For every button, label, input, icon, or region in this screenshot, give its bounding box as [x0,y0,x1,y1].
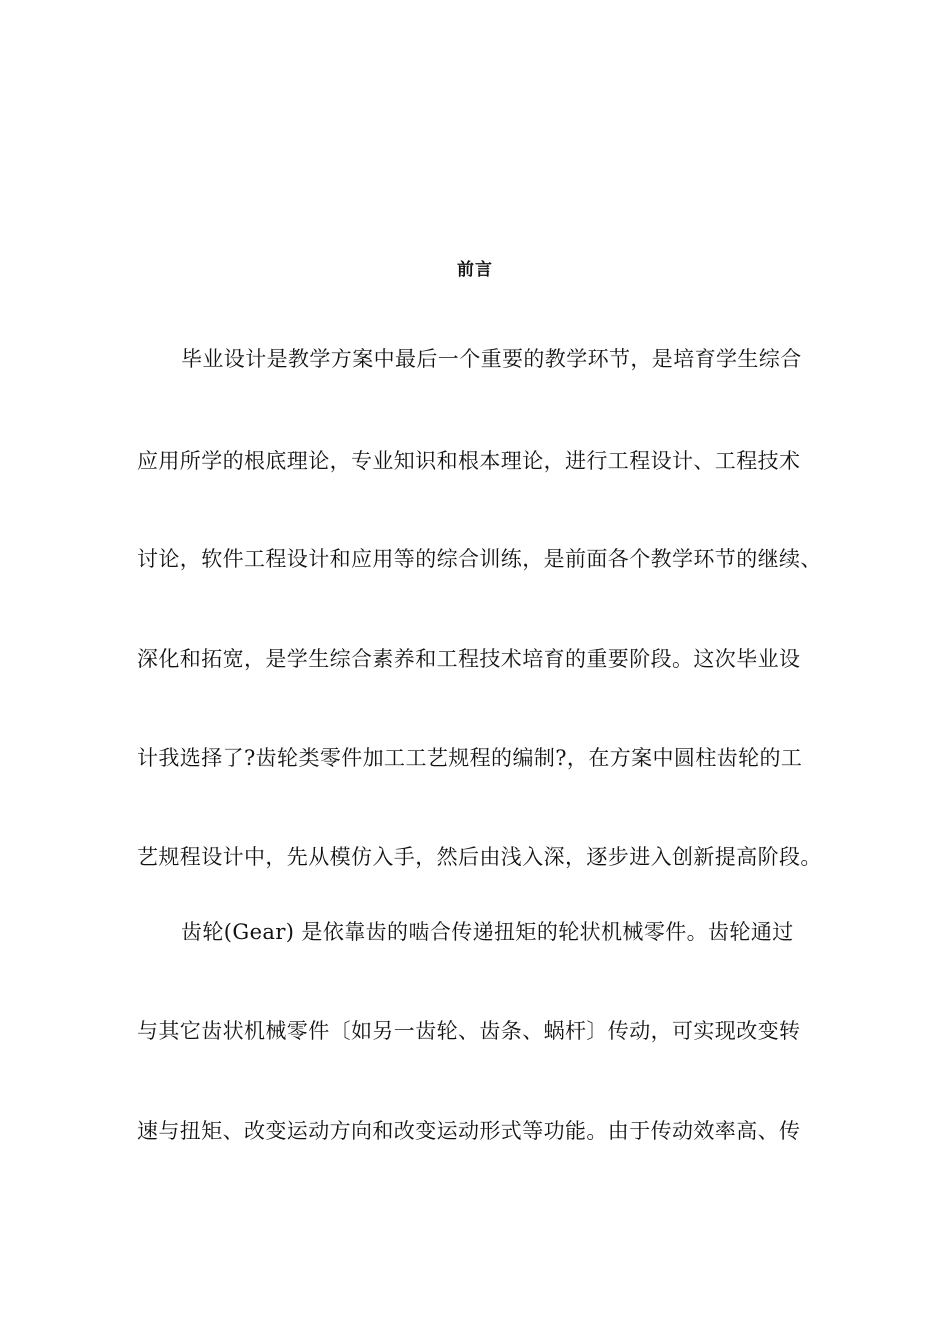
paragraph-line-1: 毕业设计是教学方案中最后一个重要的教学环节，是培育学生综合 [181,347,802,371]
paragraph-line-6: 艺规程设计中，先从模仿入手，然后由浅入深，逐步进入创新提高阶段。 [137,845,822,869]
paragraph-line-8: 与其它齿状机械零件〔如另一齿轮、齿条、蜗杆〕传动，可实现改变转 [137,1019,801,1043]
paragraph-line-4: 深化和拓宽，是学生综合素养和工程技术培育的重要阶段。这次毕业设 [137,647,801,671]
page-title: 前言 [457,260,493,280]
paragraph-line-7: 齿轮(Gear) 是依靠齿的啮合传递扭矩的轮状机械零件。齿轮通过 [181,920,794,944]
paragraph-line-2: 应用所学的根底理论，专业知识和根本理论，进行工程设计、工程技术 [137,449,801,473]
paragraph-line-5: 计我选择了?齿轮类零件加工工艺规程的编制?，在方案中圆柱齿轮的工 [137,746,803,770]
paragraph-line-9: 速与扭矩、改变运动方向和改变运动形式等功能。由于传动效率高、传 [137,1119,801,1143]
paragraph-line-3: 讨论，软件工程设计和应用等的综合训练，是前面各个教学环节的继续、 [137,547,822,571]
